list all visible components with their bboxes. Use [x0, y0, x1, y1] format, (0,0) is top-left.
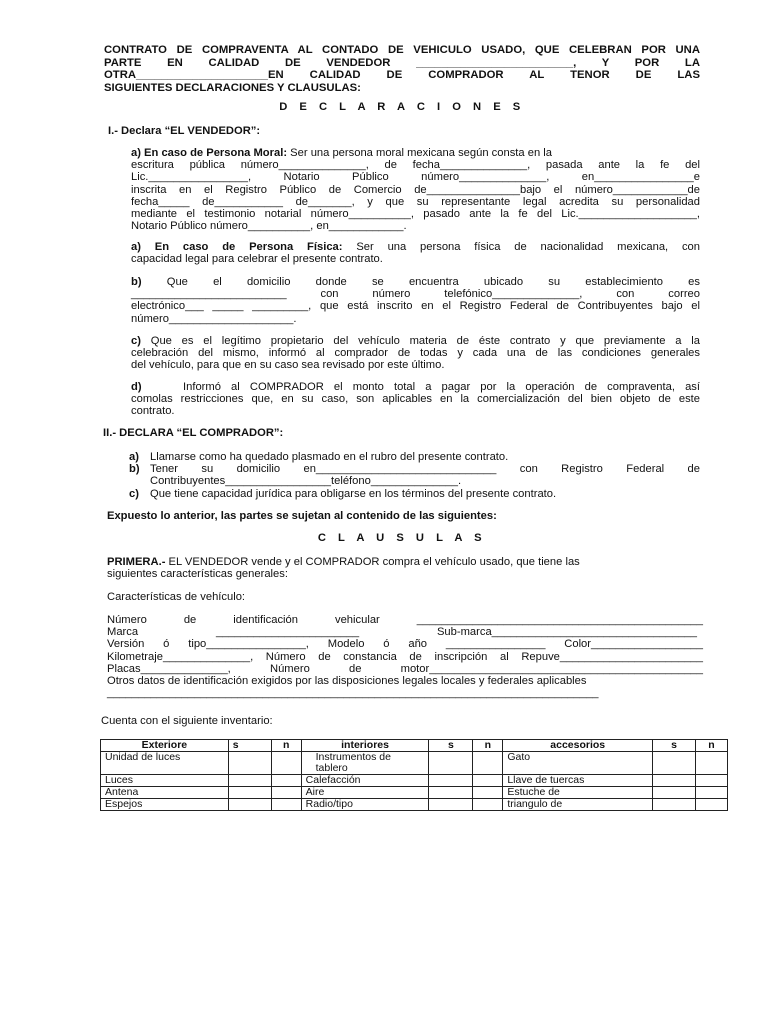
checkbox-cell[interactable] — [228, 752, 271, 775]
table-cell: Aire — [301, 787, 429, 799]
vendedor-a-moral — [131, 147, 700, 232]
a-moral-line: mediante el testimonio notarial número__________, pasado ante la fe del Lic.___________________, — [131, 208, 700, 221]
checkbox-cell[interactable] — [653, 787, 696, 799]
c-line: celebración del mismo, informó al comprador de todas y cada una de las condiciones generales — [131, 347, 700, 360]
declaraciones-heading: D E C L A R A C I O N E S — [279, 101, 525, 113]
checkbox-cell[interactable] — [271, 799, 301, 811]
header-s: s — [228, 740, 271, 752]
vehicle-line: Número de identificación vehicular ______________________________________________ — [107, 614, 703, 626]
checkbox-cell[interactable] — [473, 787, 503, 799]
checkbox-cell[interactable] — [271, 752, 301, 775]
a-moral-line: Ser una persona moral mexicana según consta en la — [287, 147, 552, 159]
b-label: b) — [131, 276, 142, 288]
table-row — [101, 752, 728, 775]
header-exteriores: Exteriore — [101, 740, 229, 752]
inventario-label: Cuenta con el siguiente inventario: — [101, 715, 273, 727]
a-fisica-label: a) En caso de Persona Física: — [131, 241, 343, 253]
comprador-heading: II.- DECLARA “EL COMPRADOR”: — [103, 427, 284, 439]
a-moral-line: escritura pública número______________, de fecha______________, pasada ante la fe del — [131, 159, 700, 172]
checkbox-cell[interactable] — [653, 752, 696, 775]
table-cell: Unidad de luces — [101, 752, 229, 775]
checkbox-cell[interactable] — [228, 775, 271, 787]
checkbox-cell[interactable] — [429, 787, 473, 799]
checkbox-cell[interactable] — [695, 799, 727, 811]
table-cell: Gato — [503, 752, 653, 775]
vendedor-heading: I.- Declara “EL VENDEDOR”: — [108, 125, 261, 137]
checkbox-cell[interactable] — [271, 775, 301, 787]
header-accesorios: accesorios — [503, 740, 653, 752]
table-cell: Llave de tuercas — [503, 775, 653, 787]
comprador-items — [129, 451, 700, 500]
c-line: Que es el legítimo propietario del vehículo materia de éste contrato y que previamente a la — [140, 335, 700, 347]
b-line: _________________________ con número telefónico______________, con correo — [131, 288, 700, 301]
title-line: PARTE EN CALIDAD DE VENDEDOR _________________________, Y POR LA — [104, 56, 700, 69]
header-s: s — [653, 740, 696, 752]
table-cell: Luces — [101, 775, 229, 787]
comprador-c-label: c) — [129, 487, 139, 500]
table-cell: Calefacción — [301, 775, 429, 787]
table-cell: Radio/tipo — [301, 799, 429, 811]
table-row — [101, 799, 728, 811]
vendedor-a-fisica — [131, 241, 700, 265]
table-row — [101, 775, 728, 787]
vehicle-line: Marca _______________________ Sub-marca_________________________________ — [107, 626, 697, 639]
table-cell: Estuche de — [503, 787, 653, 799]
b-line: número____________________. — [131, 312, 297, 325]
vehicle-line: Kilometraje______________, Número de constancia de inscripción al Repuve_______________________ — [107, 650, 703, 663]
checkbox-cell[interactable] — [473, 752, 503, 775]
d-label: d) — [131, 381, 142, 393]
vehicle-line: Versión ó tipo________________, Modelo ó año ________________ Color__________________ — [107, 638, 703, 651]
vehicle-fields — [107, 614, 703, 699]
table-cell: Espejos — [101, 799, 229, 811]
checkbox-cell[interactable] — [695, 787, 727, 799]
table-row — [101, 787, 728, 799]
vendedor-d — [131, 381, 700, 418]
clausula-primera — [107, 556, 700, 580]
title-line: SIGUIENTES DECLARACIONES Y CLAUSULAS: — [104, 81, 361, 94]
comprador-c-text: Que tiene capacidad jurídica para obligarse en los términos del presente contrato. — [150, 487, 557, 500]
comprador-a-label: a) — [129, 451, 139, 463]
header-interiores: interiores — [301, 740, 429, 752]
vehicle-line: _______________________________________________________________________________ — [107, 687, 599, 700]
b-line: electrónico___ _____ _________, que está inscrito en el Registro Federal de Contribuyentes bajo el — [131, 300, 700, 313]
a-fisica-line: capacidad legal para celebrar el presente contrato. — [131, 253, 383, 266]
header-n: n — [271, 740, 301, 752]
checkbox-cell[interactable] — [228, 787, 271, 799]
c-line: del vehículo, para que en su caso sea revisado por este último. — [131, 359, 445, 372]
primera-label: PRIMERA.- — [107, 556, 166, 568]
checkbox-cell[interactable] — [653, 799, 696, 811]
d-line: Informó al COMPRADOR el monto total a pagar por la operación de compraventa, así — [183, 381, 700, 393]
d-line: contrato. — [131, 405, 175, 418]
checkbox-cell[interactable] — [429, 775, 473, 787]
table-cell: Antena — [101, 787, 229, 799]
contract-title — [104, 44, 700, 94]
checkbox-cell[interactable] — [228, 799, 271, 811]
comprador-b-text: Tener su domicilio en_____________________________ con Registro Federal de — [150, 463, 700, 476]
a-moral-line: fecha_____ de___________ de_______, y que su representante legal acredita su personalidad — [131, 195, 700, 208]
title-line: CONTRATO DE COMPRAVENTA AL CONTADO DE VEHICULO USADO, QUE CELEBRAN POR UNA — [104, 44, 700, 56]
checkbox-cell[interactable] — [695, 752, 727, 775]
primera-line: EL VENDEDOR vende y el COMPRADOR compra el vehículo usado, que tiene las — [165, 556, 580, 568]
checkbox-cell[interactable] — [473, 799, 503, 811]
checkbox-cell[interactable] — [473, 775, 503, 787]
table-cell: Instrumentos de tablero — [301, 752, 429, 775]
vehicle-line: Placas______________, Número de motor____________________________________________ — [107, 662, 703, 675]
d-line: comolas restricciones que, en su caso, son aplicables en la comercialización del bien objeto de este — [131, 393, 700, 406]
header-s: s — [429, 740, 473, 752]
a-moral-label: a) En caso de Persona Moral: — [131, 147, 288, 159]
a-moral-line: inscrita en el Registro Público de Comercio de_______________bajo el número____________de — [131, 183, 700, 196]
comprador-b-label: b) — [129, 463, 140, 476]
vendedor-b — [131, 276, 700, 325]
inventory-table — [100, 739, 728, 811]
b-line: Que el domicilio donde se encuentra ubicado su establecimiento es — [141, 276, 700, 288]
table-cell: triangulo de — [503, 799, 653, 811]
caracteristicas-label: Características de vehículo: — [107, 591, 246, 603]
header-n: n — [473, 740, 503, 752]
a-moral-line: Lic.________________, Notario Público número______________, en________________e — [131, 171, 700, 184]
vendedor-c — [131, 335, 700, 372]
checkbox-cell[interactable] — [429, 799, 473, 811]
c-label: c) — [131, 335, 141, 347]
checkbox-cell[interactable] — [653, 775, 696, 787]
table-header-row — [101, 740, 728, 752]
a-moral-line: Notario Público número__________, en____________. — [131, 220, 407, 233]
expuesto-text: Expuesto lo anterior, las partes se sujetan al contenido de las siguientes: — [107, 510, 497, 522]
comprador-b-text: Contribuyentes_________________teléfono______________. — [150, 475, 462, 488]
vehicle-line: Otros datos de identificación exigidos por las disposiciones legales locales y federales aplicables — [107, 675, 587, 688]
checkbox-cell[interactable] — [695, 775, 727, 787]
clausulas-heading: C L A U S U L A S — [317, 532, 487, 544]
comprador-a-text: Llamarse como ha quedado plasmado en el rubro del presente contrato. — [150, 451, 509, 463]
a-fisica-line: Ser una persona física de nacionalidad mexicana, con — [342, 241, 701, 253]
title-line: OTRA_____________________EN CALIDAD DE COMPRADOR AL TENOR DE LAS — [104, 69, 700, 82]
checkbox-cell[interactable] — [271, 787, 301, 799]
header-n: n — [695, 740, 727, 752]
checkbox-cell[interactable] — [429, 752, 473, 775]
primera-line: siguientes características generales: — [107, 568, 288, 581]
